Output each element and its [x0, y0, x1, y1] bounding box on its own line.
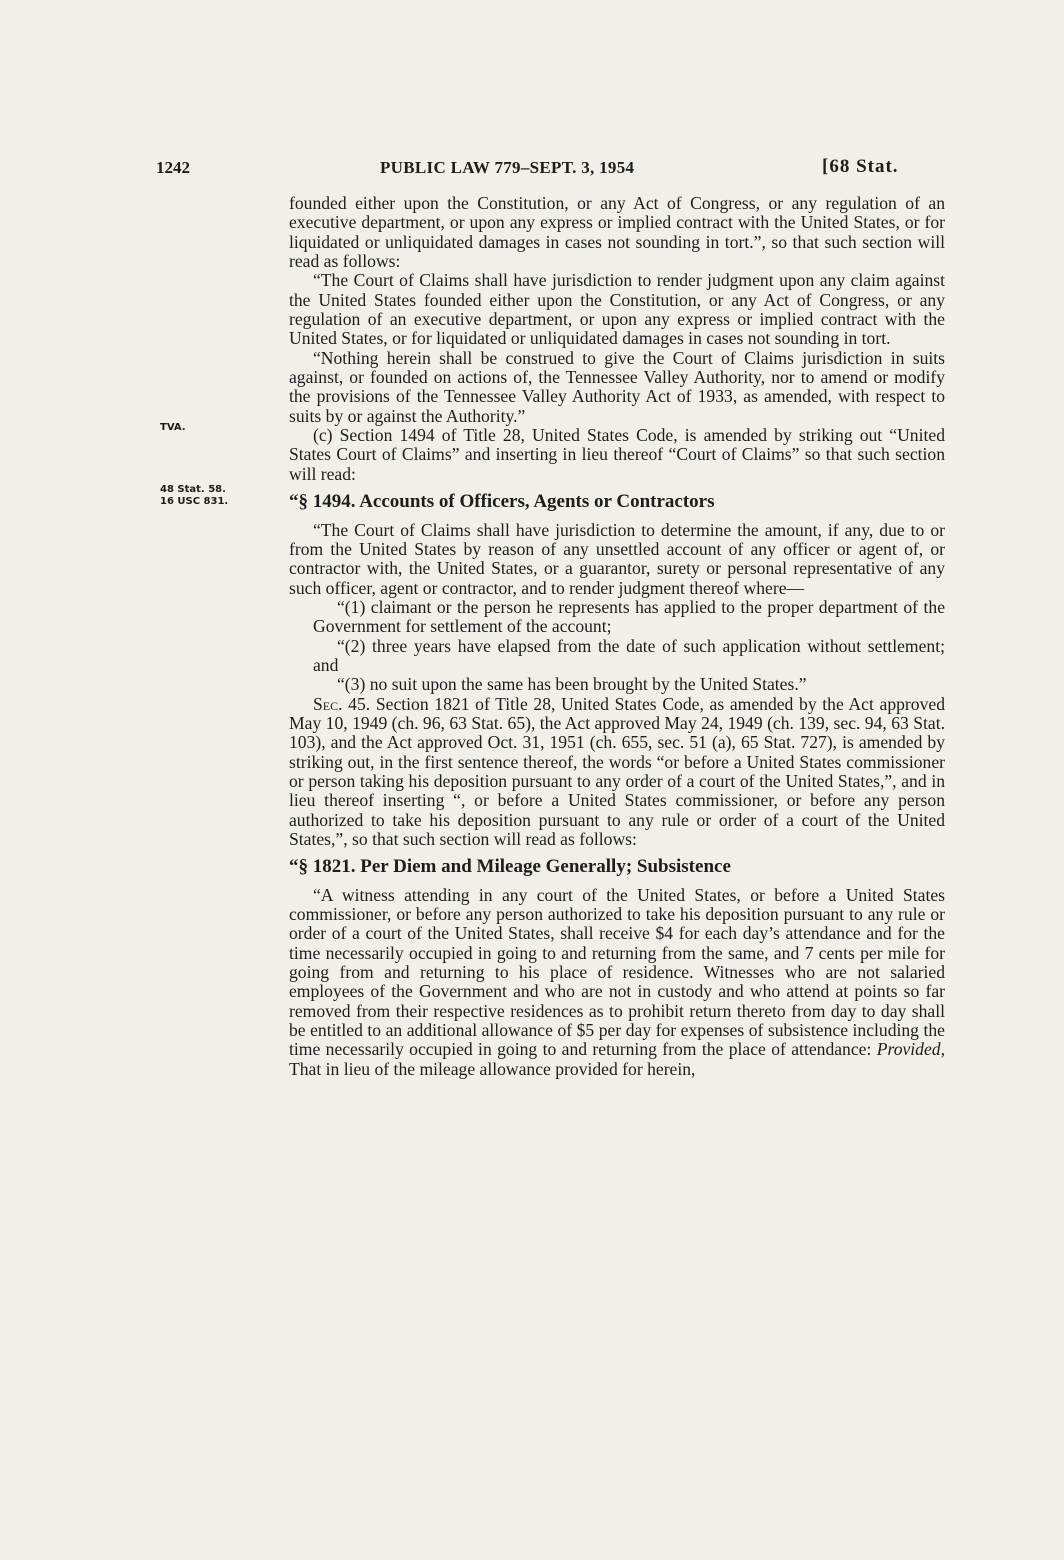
section-45-label: Sec. 45.: [313, 693, 371, 714]
list-item-3: “(3) no suit upon the same has been brought by the United States.”: [337, 674, 807, 695]
paragraph-tva-exception: “Nothing herein shall be construed to give the Court of Claims jurisdiction in suits against, or founded on actions of, the Tennessee Valley Authority, nor to amend or modify the provisions of the Tennessee Valley Authority Act of 1933, as amended, with respect to suits by or against the Authority.”: [289, 347, 945, 426]
paragraph-accounts: “The Court of Claims shall have jurisdiction to determine the amount, if any, due to or from the United States by reason of any unsettled account of any officer or agent of, or contractor with, the United States, or a guarantor, surety or personal representative of any such officer, agent or contractor, and to render judgment thereof where—: [289, 519, 945, 598]
paragraph-continuation: founded either upon the Constitution, or any Act of Congress, or any regulation of an executive department, or upon any express or implied contract with the United States, or for liquidated or unliquidated damages in cases not sounding in tort.”, so that such section will read as follows:: [289, 193, 945, 272]
section-heading-1821: “§ 1821. Per Diem and Mileage Generally; Subsistence: [289, 856, 731, 878]
list-item-1: “(1) claimant or the person he represents has applied to the proper department of the Government for settlement of the account;: [313, 596, 945, 637]
provided-label: Provided,: [876, 1039, 945, 1060]
margin-note-tva: TVA.: [160, 422, 186, 433]
paragraph-court-of-claims-jurisdiction: “The Court of Claims shall have jurisdiction to render judgment upon any claim against the United States founded either upon the Constitution, or any Act of Congress, or any regulation of an executive department, or upon any express or implied contract with the United States, or for liquidated or unliquidated damages in cases not sounding in tort.: [289, 270, 945, 349]
paragraph-witness-fees: [289, 886, 945, 1079]
list-item-2: “(2) three years have elapsed from the date of such application without settlement; and: [313, 635, 945, 675]
witness-fees-end: That in lieu of the mileage allowance provided for herein,: [289, 1058, 696, 1079]
paragraph-section-45: [289, 695, 945, 850]
margin-note-citation: [160, 484, 228, 508]
margin-note-citation-line1: 48 Stat. 58.: [160, 484, 226, 495]
volume-reference: [68 Stat.: [822, 156, 899, 177]
body-text: [289, 194, 945, 1079]
paragraph-subsection-c: (c) Section 1494 of Title 28, United States Code, is amended by striking out “United States Court of Claims” and inserting in lieu thereof “Court of Claims” so that such section will read:: [289, 425, 945, 484]
page-number: 1242: [156, 158, 190, 177]
running-head: PUBLIC LAW 779–SEPT. 3, 1954: [380, 158, 635, 177]
section-heading-1494: “§ 1494. Accounts of Officers, Agents or Contractors: [289, 491, 715, 513]
margin-note-citation-line2: 16 USC 831.: [160, 496, 229, 507]
witness-fees-text: “A witness attending in any court of the United States, or before a United States commissioner, or before any person authorized to take his deposition pursuant to any rule or order of a court of the United States, shall receive $4 for each day’s attendance and for the time necessarily occupied in going to and returning from the same, and 7 cents per mile for going from and returning to his place of residence. Witnesses who are not salaried employees of the Government and who are not in custody and who attend at points so far removed from their respective residences as to prohibit return thereto from day to day shall be entitled to an additional allowance of $5 per day for expenses of subsistence including the time necessarily occupied in going to and returning from the place of attendance:: [289, 884, 945, 1060]
section-45-text: Section 1821 of Title 28, United States Code, as amended by the Act approved May 10, 1949 (ch. 96, 63 Stat. 65), the Act approved May 24, 1949 (ch. 139, sec. 94, 63 Stat. 103), and the Act approved Oct. 31, 1951 (ch. 655, sec. 51 (a), 65 Stat. 727), is amended by striking out, in the first sentence thereof, the words “or before a United States commissioner or person taking his deposition pursuant to any order of a court of the United States,”, and in lieu thereof inserting “, or before a United States commissioner, or before any person authorized to take his deposition pursuant to any rule or order of a court of the United States,”, so that such section will read as follows:: [289, 693, 945, 849]
